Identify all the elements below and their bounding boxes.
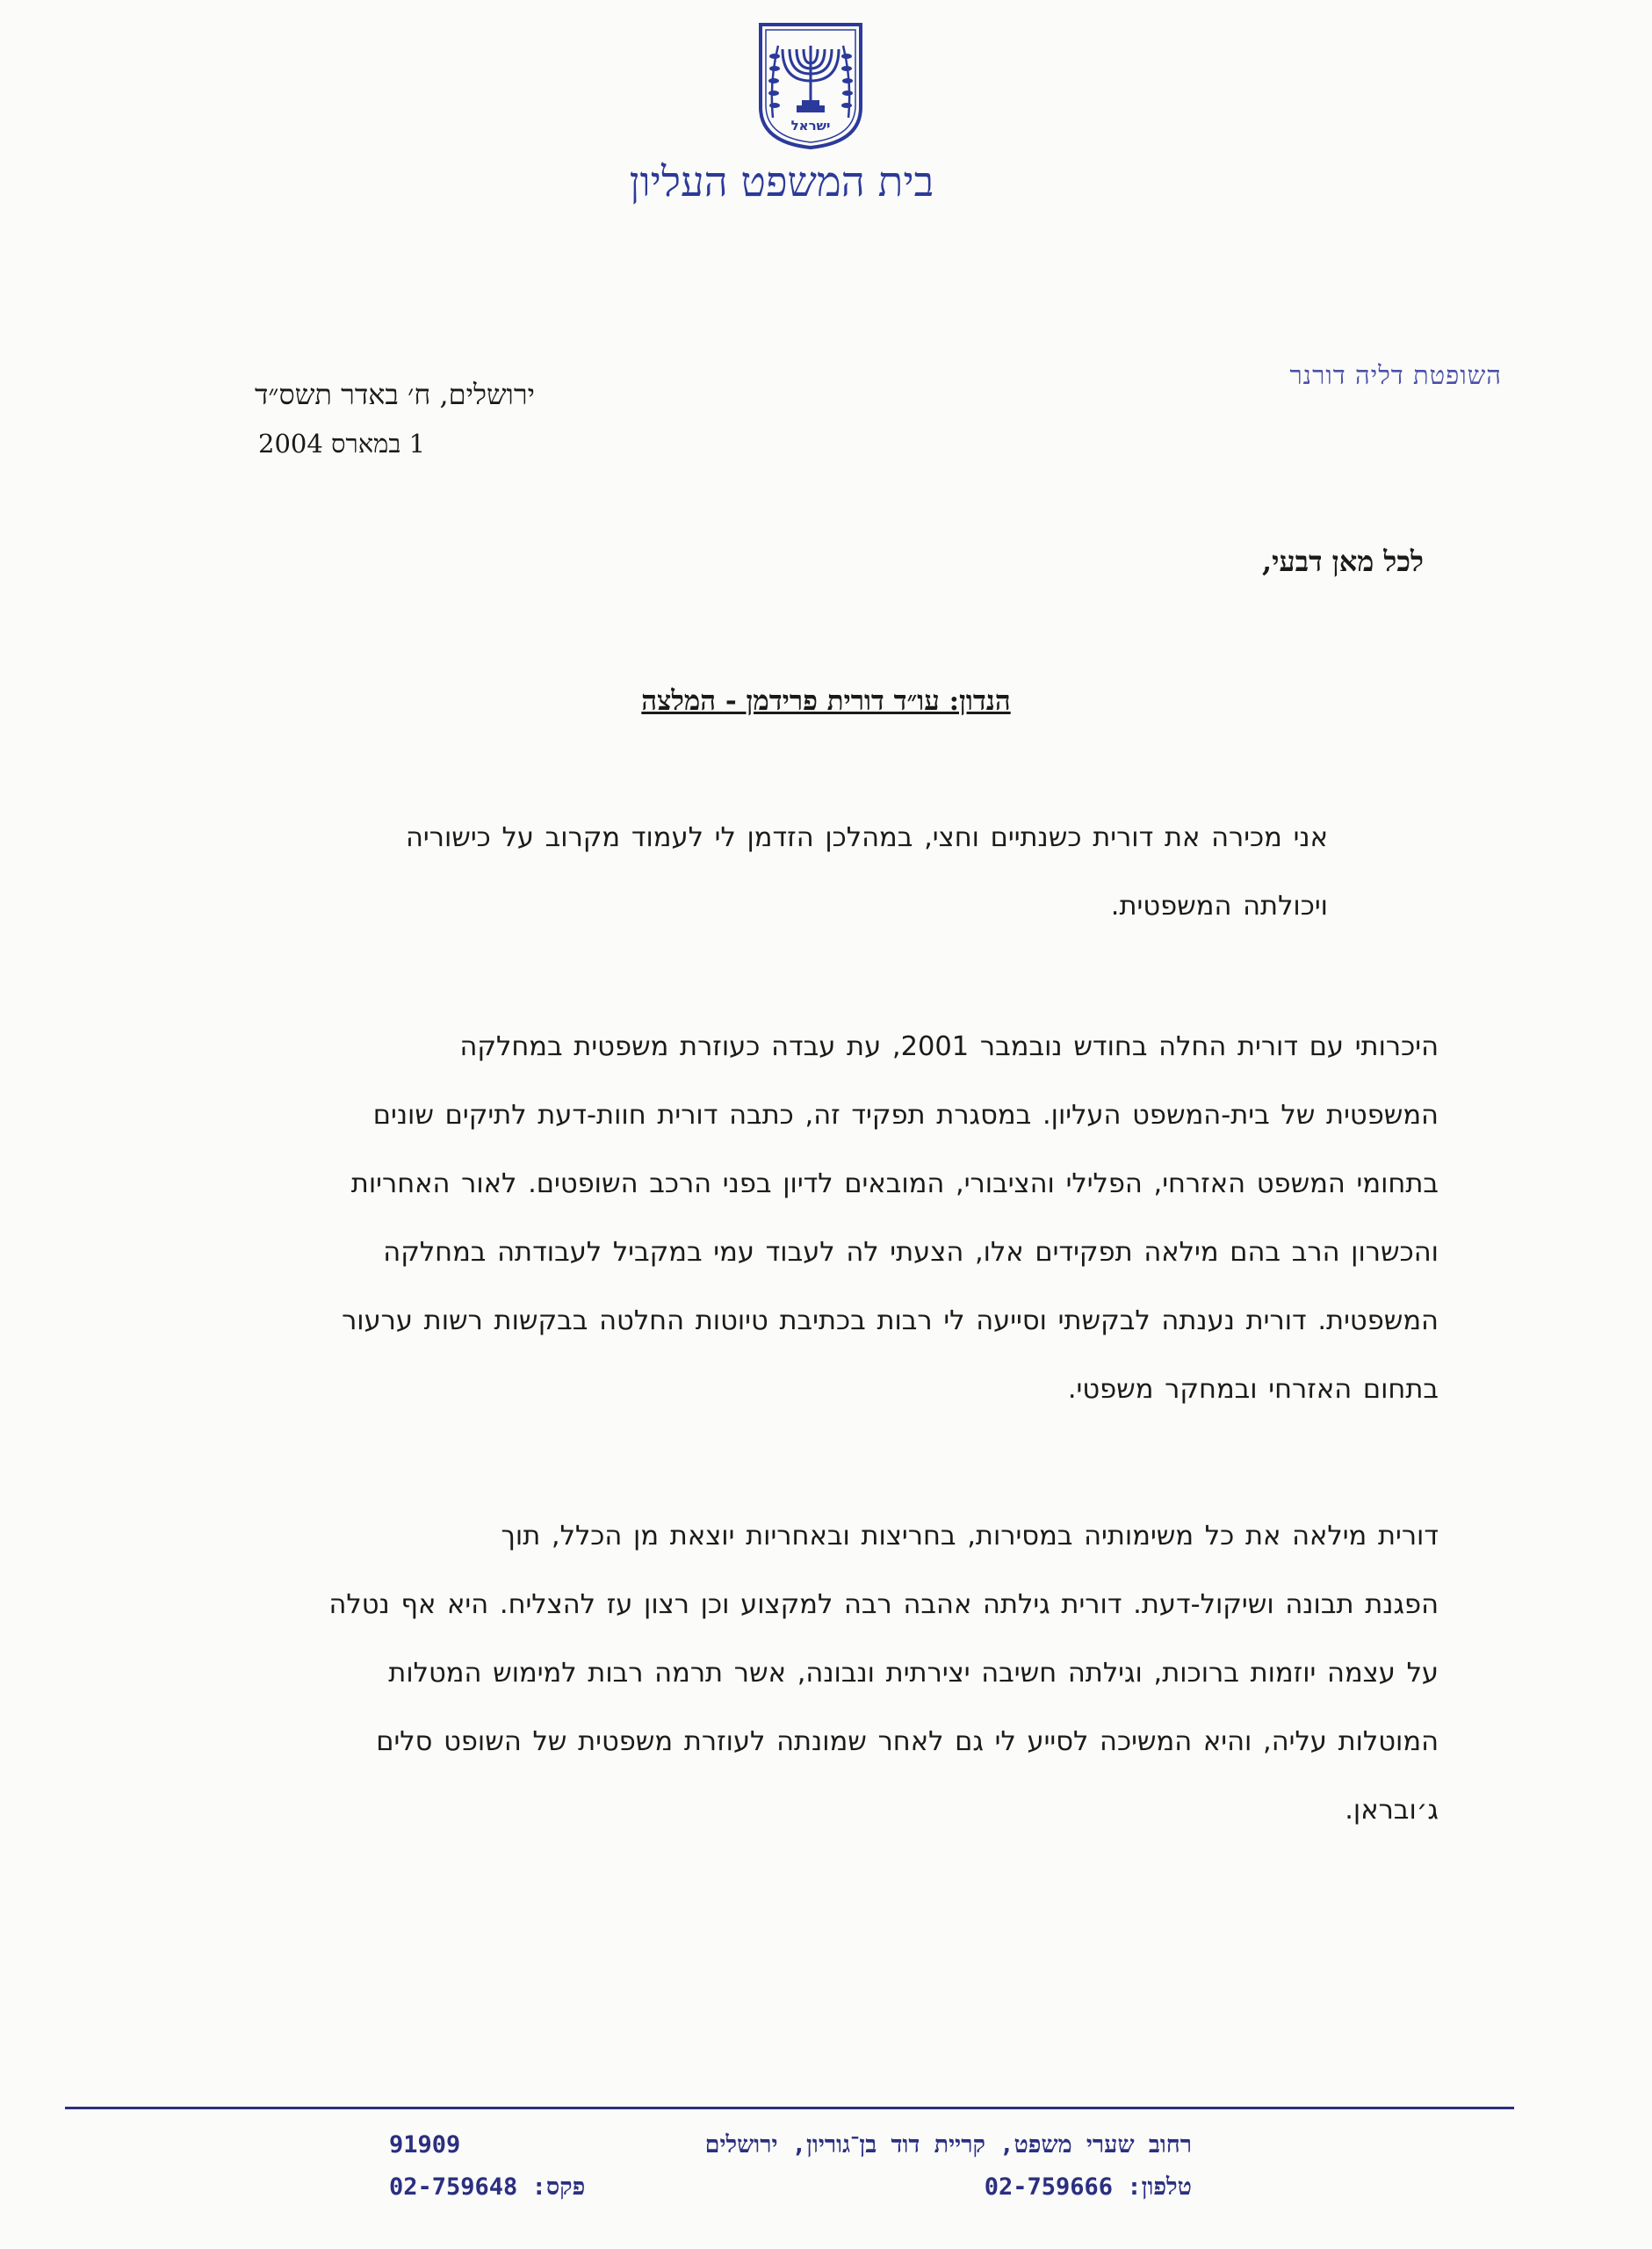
body-paragraph-3 <box>213 1502 1439 1845</box>
judge-name: השופטת דליה דורנר <box>1289 360 1502 390</box>
subject-line: הנדון: עו״ד דורית פרידמן - המלצה <box>641 685 1011 717</box>
paragraph-line: המשפטית. דורית נענתה לבקשתי וסייעה לי רבות בכתיבת טיוטות החלטה בבקשות רשות ערעור <box>342 1305 1439 1336</box>
paragraph-line: ויכולתה המשפטית. <box>1110 891 1328 922</box>
paragraph-line: על עצמה יוזמות ברוכות, וגילתה חשיבה יצירתית ונבונה, אשר תרמה רבות למימוש המטלות <box>388 1658 1439 1689</box>
paragraph-line: בתחום האזרחי ובמחקר משפטי. <box>1067 1374 1439 1405</box>
paragraph-line: דורית מילאה את כל משימותיה במסירות, בחריצות ובאחריות יוצאת מן הכלל, תוך <box>501 1521 1439 1551</box>
date-gregorian: 1 במארס 2004 <box>258 429 426 459</box>
footer-fax: פקס: 02-759648 <box>389 2173 586 2201</box>
paragraph-line: המוטלות עליה, והיא המשיכה לסייע לי גם לאחר שמונתה לעוזרת משפטית של השופט סלים <box>376 1726 1439 1757</box>
emblem-text: ישראל <box>790 118 831 134</box>
recipient-greeting: לכל מאן דבעי, <box>1262 545 1424 578</box>
paragraph-line: היכרותי עם דורית החלה בחודש נובמבר 2001, עת עבדה כעוזרת משפטית במחלקה <box>459 1031 1439 1062</box>
body-paragraph-1 <box>362 804 1328 941</box>
footer-zip-code: 91909 <box>389 2131 461 2159</box>
body-paragraph-2 <box>213 1013 1439 1424</box>
footer-divider <box>65 2107 1514 2109</box>
menorah-emblem-icon <box>754 19 868 151</box>
paragraph-line: ג׳ובראן. <box>1345 1795 1439 1826</box>
footer-address: רחוב שערי משפט, קריית דוד בן־גוריון, ירושלים <box>704 2131 1192 2159</box>
footer-phone: טלפון: 02-759666 <box>984 2173 1192 2201</box>
date-hebrew: ירושלים, ח׳ באדר תשס״ד <box>255 378 535 411</box>
paragraph-line: המשפטית של בית-המשפט העליון. במסגרת תפקיד זה, כתבה דורית חוות-דעת לתיקים שונים <box>372 1100 1439 1131</box>
paragraph-line: בתחומי המשפט האזרחי, הפלילי והציבורי, המובאים לדיון בפני הרכב השופטים. לאור האחריות <box>350 1168 1439 1199</box>
court-name: בית המשפט העליון <box>629 158 934 206</box>
paragraph-line: והכשרון הרב בהם מילאה תפקידים אלו, הצעתי לה לעבוד עמי במקביל לעבודתה במחלקה <box>383 1237 1439 1268</box>
paragraph-line: הפגנת תבונה ושיקול-דעת. דורית גילתה אהבה רבה למקצוע וכן רצון עז להצליח. היא אף נטלה <box>328 1589 1439 1620</box>
paragraph-line: אני מכירה את דורית כשנתיים וחצי, במהלכן הזדמן לי לעמוד מקרוב על כישוריה <box>405 822 1328 853</box>
